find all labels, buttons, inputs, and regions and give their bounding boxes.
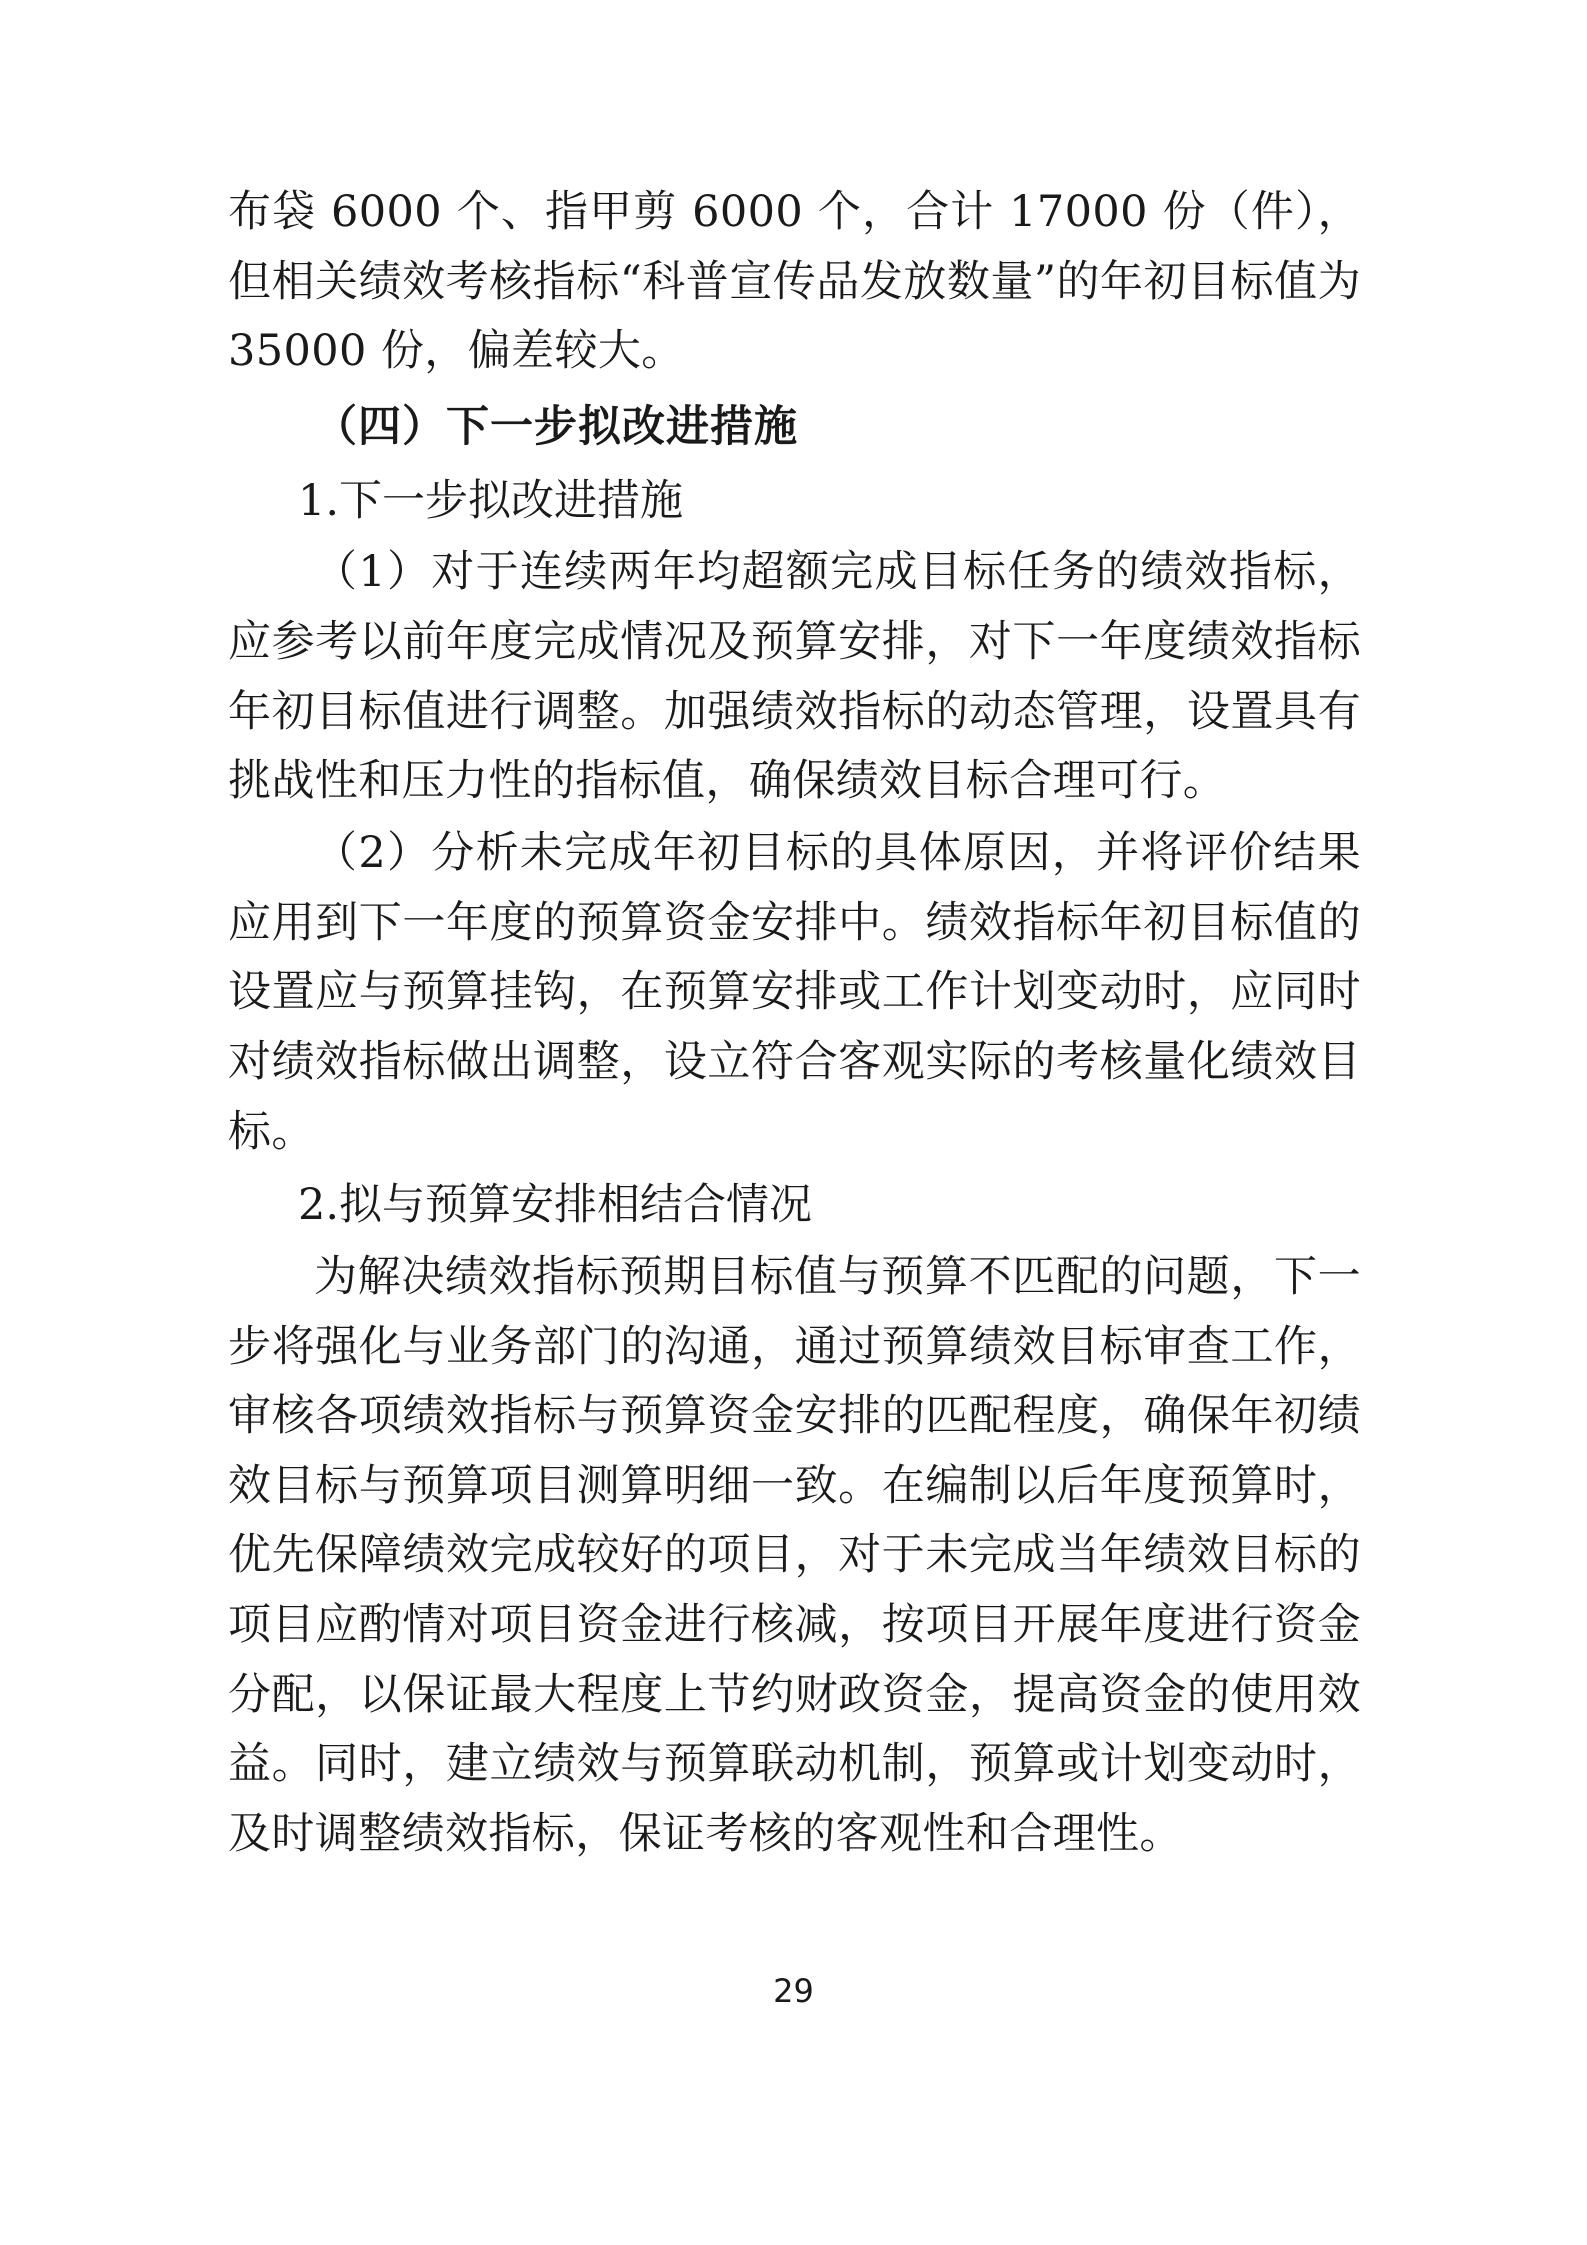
paragraph-item-1: （1）对于连续两年均超额完成目标任务的绩效指标，应参考以前年度完成情况及预算安排，对下一年度绩效指标年初目标值进行调整。加强绩效指标的动态管理，设置具有挑战性和压力性的指标值，确保绩效目标合理可行。 xyxy=(228,547,1361,807)
paragraph-item-2: （2）分析未完成年初目标的具体原因，并将评价结果应用到下一年度的预算资金安排中。绩效指标年初目标值的设置应与预算挂钩，在预算安排或工作计划变动时，应同时对绩效指标做出调整，设立符合客观实际的考核量化绩效目标。 xyxy=(228,827,1361,1157)
page-number: 29 xyxy=(773,1972,814,2010)
subsection-heading-2: 2.拟与预算安排相结合情况 xyxy=(298,1180,813,1231)
subsection-heading-1: 1.下一步拟改进措施 xyxy=(298,475,684,526)
page-body xyxy=(228,178,1361,1872)
section-heading-four: （四）下一步拟改进措施 xyxy=(314,401,798,452)
paragraph-continuation: 布袋 6000 个、指甲剪 6000 个，合计 17000 份（件），但相关绩效考核指标“科普宣传品发放数量”的年初目标值为 35000 份，偏差较大。 xyxy=(228,187,1361,377)
paragraph-budget-integration: 为解决绩效指标预期目标值与预算不匹配的问题，下一步将强化与业务部门的沟通，通过预算绩效目标审查工作，审核各项绩效指标与预算资金安排的匹配程度，确保年初绩效目标与预算项目测算明细一致。在编制以后年度预算时，优先保障绩效完成较好的项目，对于未完成当年绩效目标的项目应酌情对项目资金进行核减，按项目开展年度进行资金分配，以保证最大程度上节约财政资金，提高资金的使用效益。同时，建立绩效与预算联动机制，预算或计划变动时，及时调整绩效指标，保证考核的客观性和合理性。 xyxy=(228,1251,1361,1860)
